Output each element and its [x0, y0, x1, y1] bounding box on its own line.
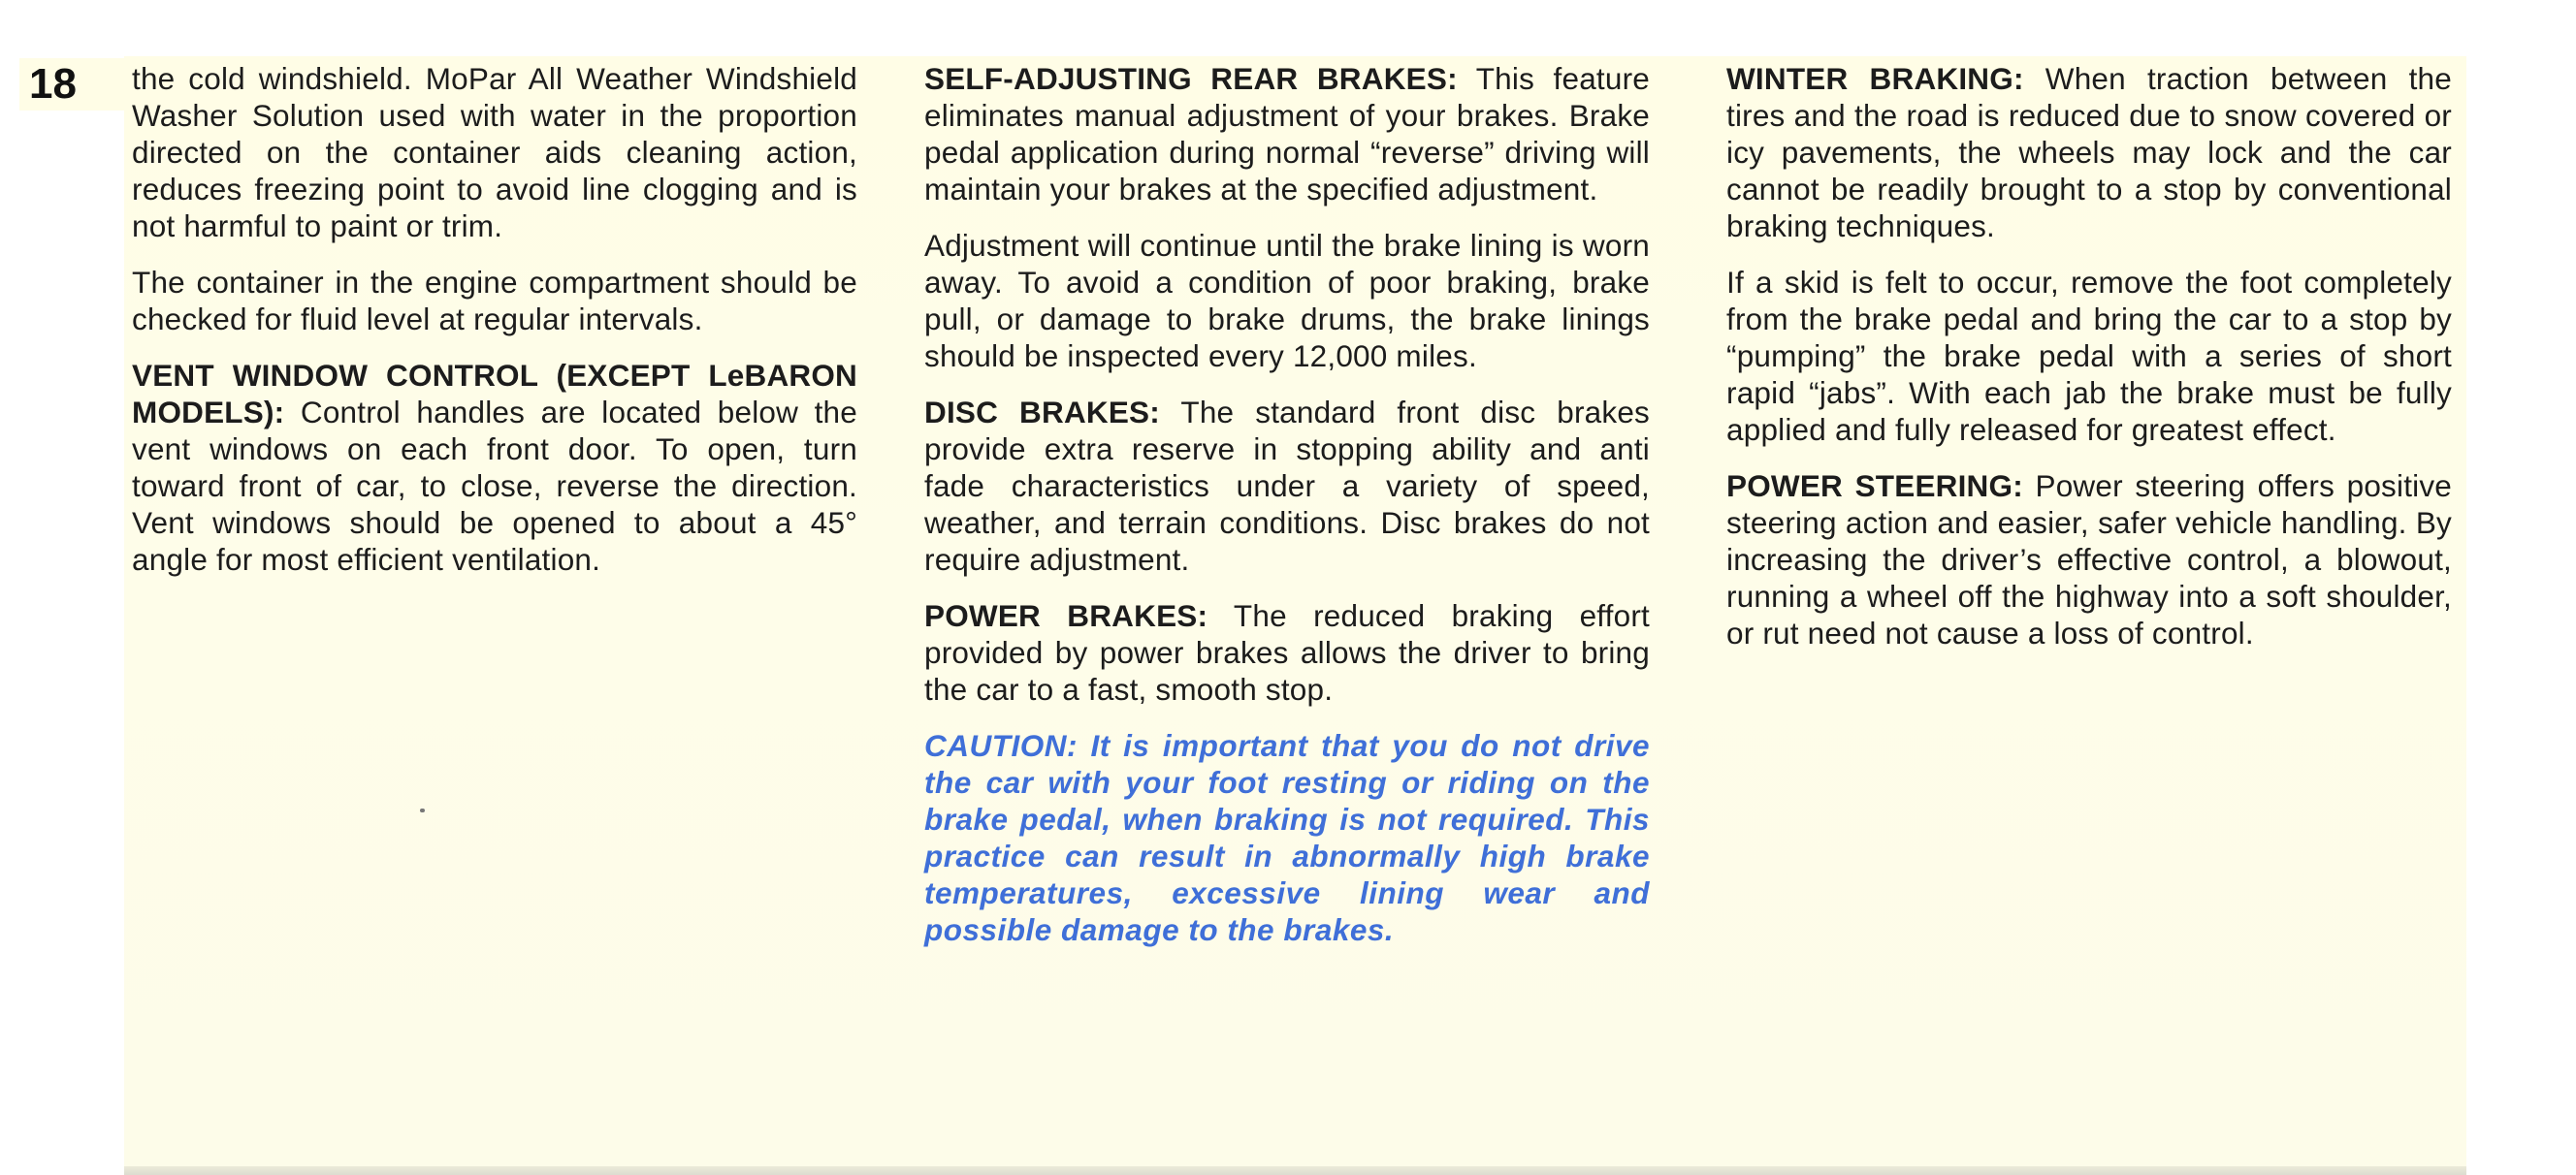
- power-steering-heading: POWER STEERING:: [1726, 468, 2023, 503]
- container-check-paragraph: The container in the engine compartment should be checked for fluid level at regular intervals.: [132, 265, 857, 336]
- disc-brakes-section: [924, 394, 1650, 578]
- power-steering-text: Power steering offers positive steering action and easier, safer vehicle handling. By increasing the driver’s effective control, a blowout, running a wheel off the highway into a soft shoulder, or rut need not cause a loss of control.: [1726, 468, 2453, 651]
- winter-braking-section: [1726, 60, 2452, 244]
- print-speck: [420, 809, 425, 812]
- power-steering-section: [1726, 467, 2452, 651]
- page-number: 18: [19, 58, 126, 111]
- power-brakes-section: [924, 597, 1650, 708]
- vent-window-text: Control handles are located below the vent windows on each front door. To open, turn toward front of car, to close, reverse the direction. Vent windows should be opened to about a 45° angle for most efficient ventilation.: [132, 395, 857, 577]
- disc-brakes-heading: DISC BRAKES:: [924, 395, 1160, 429]
- winter-braking-text: When traction between the tires and the road is reduced due to snow covered or icy pavements, the wheels may lock and the car cannot be readily brought to a stop by conventional braking techniques.: [1726, 61, 2452, 243]
- winter-braking-heading: WINTER BRAKING:: [1726, 61, 2024, 96]
- column-2: [924, 60, 1650, 968]
- self-adjusting-heading: SELF-ADJUSTING REAR BRAKES:: [924, 61, 1458, 96]
- self-adjusting-text: This feature eliminates manual adjustment of your brakes. Brake pedal application during normal “reverse” driving will maintain your brakes at the specified adjustment.: [924, 61, 1650, 206]
- skid-paragraph: If a skid is felt to occur, remove the foot completely from the brake pedal and bring the car to a stop by “pumping” the brake pedal with a series of short rapid “jabs”. With each jab the brake must be fully applied and fully released for greatest effect.: [1726, 265, 2452, 447]
- caution-paragraph: CAUTION: It is important that you do not drive the car with your foot resting or riding on the brake pedal, when braking is not required. This practice can result in abnormally high brake temperatures, excessive lining wear and possible damage to the brakes.: [924, 728, 1650, 947]
- washer-solution-paragraph: the cold windshield. MoPar All Weather Windshield Washer Solution used with water in the proportion directed on the container aids cleaning action, reduces freezing point to avoid line clogging and is not harmful to paint or trim.: [132, 61, 857, 243]
- adjustment-paragraph: Adjustment will continue until the brake lining is worn away. To avoid a condition of poor braking, brake pull, or damage to brake drums, the brake linings should be inspected every 12,000 miles.: [924, 228, 1650, 373]
- vent-window-heading: VENT WINDOW CONTROL (EXCEPT LeBARON MODELS):: [132, 358, 857, 429]
- column-1: [132, 60, 857, 597]
- power-brakes-heading: POWER BRAKES:: [924, 598, 1208, 633]
- power-brakes-text: The reduced braking effort provided by power brakes allows the driver to bring the car to a fast, smooth stop.: [924, 598, 1650, 707]
- paper-bottom-edge: [124, 1166, 2466, 1175]
- self-adjusting-section: [924, 60, 1650, 207]
- vent-window-section: [132, 357, 857, 578]
- disc-brakes-text: The standard front disc brakes provide extra reserve in stopping ability and anti fade characteristics under a variety of speed, weather, and terrain conditions. Disc brakes do not require adjustment.: [924, 395, 1650, 577]
- column-3: [1726, 60, 2452, 671]
